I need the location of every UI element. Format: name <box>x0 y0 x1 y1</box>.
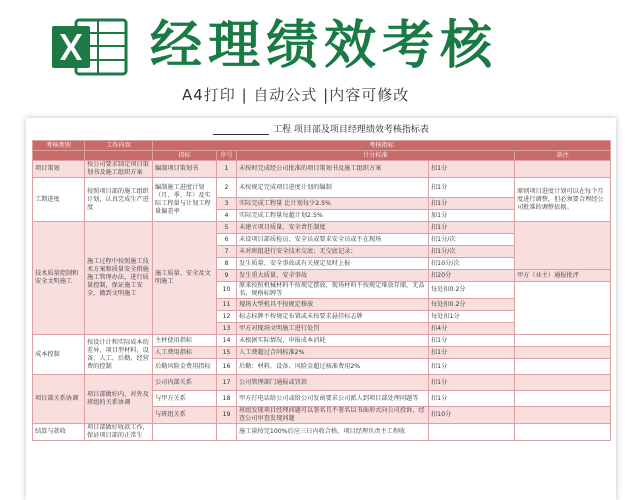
cell-no: 18 <box>217 391 237 407</box>
cell-note <box>515 282 611 335</box>
table-row <box>33 335 611 347</box>
cell-no: 16 <box>217 359 237 375</box>
cell-metric <box>153 424 217 441</box>
cell-std: 未建立项目质量、安全责任制度 <box>237 222 429 234</box>
cell-std: 发生质量、安全事故或有关规定及时上报 <box>237 258 429 270</box>
cell-std: 公司管理部门通报或罚款 <box>237 375 429 391</box>
cell-content: 按公司要求制定项目策划书及施工组织方案 <box>85 161 153 178</box>
cell-metric: 后勤风险金费用指标 <box>153 359 217 375</box>
cell-cat: 结算与款收 <box>33 424 85 441</box>
col-header <box>85 151 153 161</box>
cell-std: 标志标牌不按规定布置或未按要求悬挂标志牌 <box>237 311 429 323</box>
cell-note <box>515 347 611 359</box>
cell-content: 施工过程中按照施工技术方案和质量安全措施施工管理办法，进行质量控制，保证施工安全，做到文明施工 <box>85 222 153 335</box>
excel-icon <box>50 16 130 78</box>
kpi-table <box>32 140 611 441</box>
cell-score: 扣1分 <box>429 178 515 198</box>
cell-no: 5 <box>217 222 237 234</box>
cell-note <box>515 222 611 270</box>
table-body <box>33 161 611 441</box>
cell-note <box>515 161 611 178</box>
cell-content: 项目部做好内、对外及班组的关系协调 <box>85 375 153 424</box>
cell-no: 6 <box>217 234 237 246</box>
cell-std: 未按规定完成项目进度计划的编制 <box>237 178 429 198</box>
table-row <box>33 375 611 391</box>
cell-std: 后勤：材料、设备、风险金超过核准费用2% <box>237 359 429 375</box>
table-row <box>33 222 611 234</box>
cell-metric: 人工费用指标 <box>153 347 217 359</box>
cell-no: 3 <box>217 198 237 210</box>
col-header: 工作内容 <box>85 141 153 151</box>
cell-no: 17 <box>217 375 237 391</box>
cell-std: 施工量按完100%后应三日内收合格，项目经理负责主工程收 <box>237 424 429 441</box>
cell-score: 扣10分/次 <box>429 258 515 270</box>
cell-no: 11 <box>217 299 237 311</box>
cell-note: 甲方（业主）通报批评 <box>515 270 611 282</box>
cell-no: 4 <box>217 210 237 222</box>
cell-std: 现场大型机具不按规定修放 <box>237 299 429 311</box>
cell-no: 8 <box>217 258 237 270</box>
cell-score: 扣1分/次 <box>429 246 515 258</box>
page-subtitle: A4打印 | 自动公式 |内容可修改 <box>182 86 410 104</box>
cell-metric: 编制项目策划书 <box>153 161 217 178</box>
cell-no: 12 <box>217 311 237 323</box>
cell-score: 扣1分 <box>429 359 515 375</box>
cell-cat: 技术质量控制和安全文明施工 <box>33 222 85 335</box>
cell-metric: 施工质量、安全及文明施工 <box>153 222 217 335</box>
cell-metric: 公司内部关系 <box>153 375 217 391</box>
cell-note <box>515 335 611 347</box>
table-row <box>33 424 611 441</box>
cell-note <box>515 375 611 391</box>
cell-score: 扣10分 <box>429 407 515 424</box>
cell-no: 15 <box>217 347 237 359</box>
cell-metric: 编制施工进度计划（月、季、年）及实际工程量与计划工程量偏差率 <box>153 178 217 222</box>
col-header: 指标 <box>153 151 217 161</box>
col-header: 考核指标 <box>153 141 611 151</box>
cell-no: 10 <box>217 282 237 299</box>
cell-std: 实际完成工程量每超计划2.5% <box>237 210 429 222</box>
col-header <box>33 151 85 161</box>
cell-metric: 与甲方关系 <box>153 391 217 407</box>
cell-std: 未设项目部质检员、安全员或要求安全员或不在现场 <box>237 234 429 246</box>
cell-cat: 工期进度 <box>33 178 85 222</box>
cell-note <box>515 359 611 375</box>
cell-no: 9 <box>217 270 237 282</box>
cell-score: 扣4分 <box>429 323 515 335</box>
cell-std: 人工费超过合同标准2% <box>237 347 429 359</box>
cell-note <box>515 407 611 424</box>
cell-std: 发生重大质量、安全事故 <box>237 270 429 282</box>
cell-std: 未按时完成经公司批准的项目策划书及施工组织方案 <box>237 161 429 178</box>
cell-content: 项目部做好收款工作，保证项目部的正常生 <box>85 424 153 441</box>
cell-no: 19 <box>217 407 237 424</box>
table-row <box>33 178 611 198</box>
col-header: 计分标准 <box>237 151 515 161</box>
cell-std: 实际完成工程量 比计划每少2.5% <box>237 198 429 210</box>
cell-no: 1 <box>217 161 237 178</box>
cell-score: 扣1分 <box>429 161 515 178</box>
cell-score: 扣1分 <box>429 375 515 391</box>
cell-std: 未根据实际情况，申报成本消耗 <box>237 335 429 347</box>
cell-no: 14 <box>217 335 237 347</box>
cell-content: 按设计计和实际成本的差异，项目型材料，设备，人工、后勤、经营费的控制 <box>85 335 153 375</box>
col-header: 考核类别 <box>33 141 85 151</box>
cell-std: 未对班组进行安全技术交底；无交底记录； <box>237 246 429 258</box>
document-title: 工程 项目部及项目经理绩效考核指标表 <box>26 122 616 135</box>
cell-std: 甲方对现场文明施工进行处罚 <box>237 323 429 335</box>
banner <box>0 0 640 118</box>
cell-cat: 项目策划 <box>33 161 85 178</box>
cell-note <box>515 424 611 441</box>
cell-cat: 成本控制 <box>33 335 85 375</box>
cell-note: 原则项目进度计划可以在每个月度进行调整，但必须要合理经公司批准的调整依据。 <box>515 178 611 222</box>
cell-score: 每处扣1分 <box>429 311 515 323</box>
col-header: 序号 <box>217 151 237 161</box>
cell-std: 甲方打电话给公司或给公司发函要求公司派人到项目部处理问题等 <box>237 391 429 407</box>
cell-score: 扣1分 <box>429 198 515 210</box>
cell-score: 扣1分/次 <box>429 234 515 246</box>
cell-score: 扣20分 <box>429 270 515 282</box>
cell-score: 扣1分 <box>429 222 515 234</box>
cell-metric: 主材使用指标 <box>153 335 217 347</box>
cell-no <box>217 424 237 441</box>
cell-content: 按照项目部的施工组织计划，认真完成生产进度 <box>85 178 153 222</box>
cell-score: 加1分 <box>429 210 515 222</box>
cell-score: 每处扣0.2分 <box>429 282 515 299</box>
cell-std: 班组发现项目经理问题可以署名且不署名以书面形式向公司投诉，经查公司审查发现问题 <box>237 407 429 424</box>
cell-no: 2 <box>217 178 237 198</box>
cell-score: 扣1分 <box>429 391 515 407</box>
cell-score: 扣1分 <box>429 335 515 347</box>
cell-score <box>429 424 515 441</box>
cell-note <box>515 391 611 407</box>
cell-no: 7 <box>217 246 237 258</box>
cell-no: 13 <box>217 323 237 335</box>
cell-metric: 与班组关系 <box>153 407 217 424</box>
col-header: 备注 <box>515 151 611 161</box>
title-blank-line <box>213 125 269 135</box>
cell-cat: 项目部关系协调 <box>33 375 85 424</box>
cell-score: 扣1分 <box>429 347 515 359</box>
cell-score: 每处扣0.2分 <box>429 299 515 311</box>
page-title: 经理绩效考核 <box>150 16 499 76</box>
spreadsheet-preview <box>26 118 616 500</box>
table-row <box>33 161 611 178</box>
cell-std: 原来按照机械材料不按规定摆放，现场材料不按规定堆放存储，无品名、规格标牌等 <box>237 282 429 299</box>
